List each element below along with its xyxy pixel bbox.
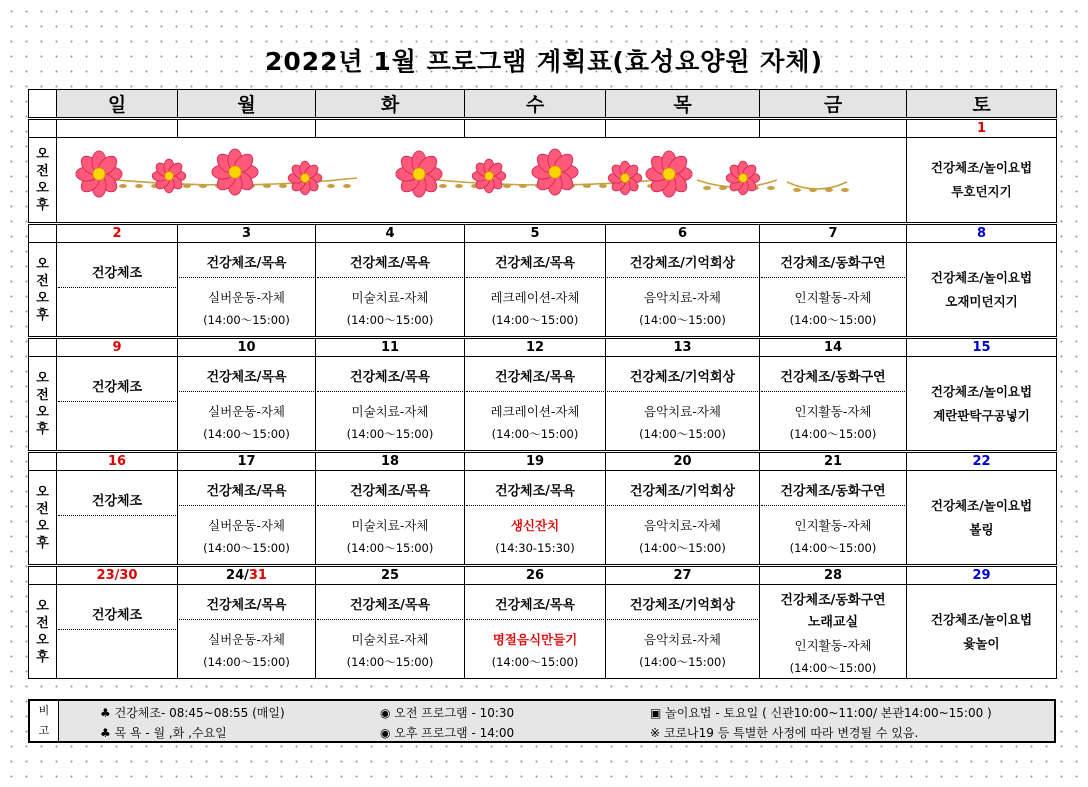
am-program	[57, 602, 177, 629]
spacer	[178, 392, 315, 400]
sat-program: 건강체조/놀이요법	[930, 611, 1033, 627]
note-pm-program: ◉ 오후 프로그램 - 14:00	[380, 726, 515, 740]
pm-program-text: 음악치료-자체	[644, 517, 721, 533]
pm-program	[606, 400, 759, 444]
sat-cell	[907, 357, 1057, 452]
date-fri: 14	[760, 338, 907, 357]
am-program	[760, 250, 906, 277]
sat-cell-week1	[907, 138, 1057, 224]
pm-time: (14:30-15:30)	[495, 540, 575, 555]
date-sun: 9	[57, 338, 178, 357]
corner-cell	[29, 90, 57, 119]
date-fri: 7	[760, 224, 907, 243]
am-program-text: 건강체조/동화구연	[780, 483, 886, 499]
pm-program-text: 실버운동-자체	[208, 403, 285, 419]
pm-program	[606, 628, 759, 672]
note-play-therapy: ▣ 놀이요법 - 토요일 ( 신관10:00~11:00/ 본관14:00~15:00 )	[650, 706, 992, 720]
day-cell-tue	[316, 243, 465, 338]
spacer	[465, 278, 605, 286]
date-mon: 17	[178, 452, 316, 471]
side-label-char: 오	[36, 632, 49, 648]
am-program	[606, 250, 759, 277]
am-program-text: 건강체조/목욕	[206, 369, 287, 385]
week1-row	[29, 138, 1057, 224]
date-corner	[29, 566, 57, 585]
pm-time: (14:00～15:00)	[789, 426, 877, 441]
note-covid: ※ 코로나19 등 특별한 사정에 따라 변경될 수 있음.	[650, 726, 919, 740]
am-program-text: 건강체조/목욕	[206, 483, 287, 499]
date-mon	[178, 566, 316, 585]
pm-program-text	[57, 524, 177, 548]
day-cell-wed	[465, 585, 606, 679]
pm-program	[316, 400, 464, 444]
pm-program-text: 실버운동-자체	[208, 289, 285, 305]
date-sun: 16	[57, 452, 178, 471]
am-program-text: 건강체조/기억회상	[629, 369, 736, 385]
header-fri: 금	[760, 90, 907, 119]
day-cell-mon	[178, 243, 316, 338]
pm-program	[316, 286, 464, 330]
date-mon: 10	[178, 338, 316, 357]
day-cell-wed	[465, 471, 606, 566]
day-cell-fri	[760, 585, 907, 679]
date-row-week1	[29, 119, 1057, 138]
am-program-text: 건강체조/목욕	[349, 597, 431, 613]
date-tue: 4	[316, 224, 465, 243]
am-program-text: 건강체조/동화구연	[780, 592, 886, 608]
side-label-char: 오	[36, 290, 49, 306]
am-program	[57, 374, 177, 401]
week-row	[29, 357, 1057, 452]
spacer	[57, 288, 177, 296]
pm-program	[465, 286, 605, 330]
day-cell-thu	[606, 243, 760, 338]
spacer	[606, 392, 759, 400]
am-program-text: 건강체조/목욕	[349, 369, 431, 385]
week-row	[29, 471, 1057, 566]
am-program-text: 건강체조	[91, 265, 143, 281]
notes-box	[28, 699, 1056, 743]
pm-time: (14:00～15:00)	[346, 654, 434, 669]
am-program	[316, 592, 464, 619]
pm-program	[760, 514, 906, 558]
side-label-char: 전	[36, 501, 49, 517]
header-tue: 화	[316, 90, 465, 119]
header-mon: 월	[178, 90, 316, 119]
sat-activity: 계란판탁구공넣기	[933, 407, 1030, 423]
side-label-char: 후	[36, 535, 49, 551]
pm-program	[760, 286, 906, 330]
side-label-char: 오	[36, 518, 49, 534]
spacer	[760, 278, 906, 286]
flower-decoration	[57, 138, 907, 224]
spacer	[465, 506, 605, 514]
side-label-char: 오	[36, 181, 49, 196]
sat-activity: 오재미던지기	[945, 293, 1018, 309]
date-wed: 19	[465, 452, 606, 471]
day-cell-fri	[760, 471, 907, 566]
am-program	[316, 250, 464, 277]
day-cell-thu	[606, 471, 760, 566]
date-fri: 28	[760, 566, 907, 585]
am-program	[465, 592, 605, 619]
am-program-text: 건강체조/목욕	[349, 255, 431, 271]
header-wed: 수	[465, 90, 606, 119]
pm-program-text: 미술치료-자체	[351, 631, 429, 647]
date-sat: 8	[907, 224, 1057, 243]
date-sat: 29	[907, 566, 1057, 585]
date-row	[29, 452, 1057, 471]
note-am-program: ◉ 오전 프로그램 - 10:30	[380, 706, 515, 720]
am-program	[57, 488, 177, 515]
am-program	[178, 364, 315, 391]
date-tue: 25	[316, 566, 465, 585]
day-cell-sun	[57, 471, 178, 566]
day-cell-mon	[178, 585, 316, 679]
side-label	[29, 243, 57, 338]
am-program	[465, 364, 605, 391]
date-1: 1	[907, 119, 1057, 138]
side-label-char: 오	[36, 598, 49, 614]
side-label	[29, 138, 57, 224]
date-thu: 27	[606, 566, 760, 585]
pm-time: (14:00～15:00)	[639, 312, 726, 327]
pm-program-text: 인지활동-자체	[794, 289, 872, 305]
spacer	[316, 278, 464, 286]
am-program	[57, 260, 177, 287]
day-cell-tue	[316, 357, 465, 452]
spacer	[760, 392, 906, 400]
pm-time: (14:00～15:00)	[491, 426, 579, 441]
flower-garland-icon	[57, 138, 907, 222]
sat-program: 건강체조/놀이요법	[930, 269, 1033, 285]
pm-program	[178, 514, 315, 558]
spacer	[57, 516, 177, 524]
pm-program	[760, 400, 906, 444]
date-thu: 20	[606, 452, 760, 471]
header-sun: 일	[57, 90, 178, 119]
am-program	[316, 364, 464, 391]
pm-program	[316, 514, 464, 558]
am-program	[760, 364, 906, 391]
am-program	[465, 250, 605, 277]
date-thu: 13	[606, 338, 760, 357]
am-program-text: 건강체조/목욕	[206, 597, 287, 613]
pm-program-text: 레크레이션-자체	[490, 289, 580, 305]
pm-program	[57, 296, 177, 320]
date-sat: 15	[907, 338, 1057, 357]
pm-program	[606, 514, 759, 558]
pm-program-text	[57, 410, 177, 434]
side-label-char: 전	[36, 615, 49, 631]
note-exercise: ♣ 건강체조- 08:45~08:55 (매일)	[100, 706, 285, 720]
pm-program	[57, 524, 177, 548]
pm-program-text: 미술치료-자체	[351, 517, 429, 533]
note-bath: ♣ 목 욕 - 월 ,화 ,수요일	[100, 726, 227, 740]
day-cell-wed	[465, 357, 606, 452]
pm-program-text: 생신잔치	[510, 517, 560, 533]
spacer	[760, 506, 906, 514]
notes-label-char: 비	[38, 704, 50, 717]
day-cell-tue	[316, 471, 465, 566]
spacer	[606, 506, 759, 514]
side-label	[29, 585, 57, 679]
am-program	[606, 478, 759, 505]
spacer	[57, 630, 177, 638]
am-program-text: 건강체조	[91, 607, 143, 623]
sat-cell	[907, 471, 1057, 566]
pm-time: (14:00～15:00)	[789, 312, 877, 327]
am-program-text: 건강체조/목욕	[494, 483, 576, 499]
pm-time: (14:00～15:00)	[789, 660, 877, 675]
day-cell-tue	[316, 585, 465, 679]
day-cell-mon	[178, 471, 316, 566]
spacer	[606, 278, 759, 286]
spacer	[465, 620, 605, 628]
am-program	[606, 592, 759, 619]
pm-program-text: 음악치료-자체	[644, 289, 721, 305]
day-cell-wed	[465, 243, 606, 338]
pm-time: (14:00～15:00)	[346, 426, 434, 441]
day-cell-fri	[760, 357, 907, 452]
spacer	[606, 620, 759, 628]
pm-program-text: 미술치료-자체	[351, 289, 429, 305]
week-row	[29, 243, 1057, 338]
pm-program-text: 음악치료-자체	[644, 403, 721, 419]
date-row	[29, 338, 1057, 357]
side-label-char: 후	[36, 198, 49, 213]
spacer	[178, 620, 315, 628]
spacer	[465, 392, 605, 400]
am-program-text: 건강체조/목욕	[494, 597, 576, 613]
am-program-text: 건강체조/기억회상	[629, 483, 736, 499]
am-program-text: 건강체조/동화구연	[780, 369, 886, 385]
spacer	[316, 506, 464, 514]
calendar-table	[28, 89, 1057, 679]
spacer	[178, 506, 315, 514]
am-program	[465, 478, 605, 505]
am-program-text: 건강체조/목욕	[206, 255, 287, 271]
am-program	[606, 364, 759, 391]
notes-label-char: 고	[38, 724, 50, 737]
pm-program	[57, 410, 177, 434]
pm-time: (14:00～15:00)	[639, 540, 726, 555]
pm-program	[316, 628, 464, 672]
pm-program-text: 실버운동-자체	[208, 517, 285, 533]
side-label-char: 오	[36, 370, 49, 386]
date-wed: 26	[465, 566, 606, 585]
pm-program-text: 인지활동-자체	[794, 403, 872, 419]
notes-label	[30, 701, 59, 741]
pm-time: (14:00～15:00)	[789, 540, 877, 555]
sat-program: 건강체조/놀이요법	[930, 383, 1033, 399]
am-program-text: 건강체조/목욕	[494, 255, 576, 271]
am-program	[178, 478, 315, 505]
side-label	[29, 357, 57, 452]
pm-time: (14:00～15:00)	[491, 654, 579, 669]
spacer	[178, 278, 315, 286]
week-row	[29, 585, 1057, 679]
date-tue: 18	[316, 452, 465, 471]
am-program	[760, 478, 906, 505]
am-program-extra: 노래교실	[807, 614, 859, 630]
date-sun: 2	[57, 224, 178, 243]
day-cell-thu	[606, 357, 760, 452]
date-part-red: 31	[248, 568, 267, 583]
sat-activity: 투호던지기	[951, 184, 1012, 199]
date-tue: 11	[316, 338, 465, 357]
pm-time: (14:00～15:00)	[639, 426, 726, 441]
date-corner	[29, 338, 57, 357]
side-label-char: 오	[36, 484, 49, 500]
date-thu: 6	[606, 224, 760, 243]
date-corner	[29, 452, 57, 471]
date-sun: 23/30	[57, 566, 178, 585]
date-row	[29, 566, 1057, 585]
side-label	[29, 471, 57, 566]
date-corner	[29, 224, 57, 243]
date-wed: 12	[465, 338, 606, 357]
page-title: 2022년 1월 프로그램 계획표(효성요양원 자체)	[264, 47, 824, 76]
pm-program-text: 인지활동-자체	[794, 517, 872, 533]
pm-program-text	[57, 296, 177, 320]
header-thu: 목	[606, 90, 760, 119]
pm-program-text: 음악치료-자체	[644, 631, 721, 647]
pm-time: (14:00～15:00)	[491, 312, 579, 327]
am-program-text: 건강체조/기억회상	[629, 597, 736, 613]
pm-program	[465, 628, 605, 672]
pm-program-text: 미술치료-자체	[351, 403, 429, 419]
date-part: 24/	[226, 568, 249, 583]
pm-program	[178, 628, 315, 672]
am-program-text: 건강체조/목욕	[494, 369, 576, 385]
spacer	[316, 392, 464, 400]
am-program	[316, 478, 464, 505]
weekday-header-row	[29, 90, 1057, 119]
am-program-text: 건강체조/기억회상	[629, 255, 736, 271]
pm-time: (14:00～15:00)	[203, 312, 290, 327]
sat-activity: 볼링	[969, 521, 994, 537]
day-cell-sun	[57, 243, 178, 338]
pm-program	[760, 634, 906, 678]
spacer	[57, 402, 177, 410]
side-label-char: 오	[36, 256, 49, 272]
am-program-text: 건강체조/목욕	[349, 483, 431, 499]
pm-program-text: 레크레이션-자체	[490, 403, 580, 419]
pm-time: (14:00～15:00)	[203, 654, 290, 669]
pm-time: (14:00～15:00)	[346, 312, 434, 327]
am-program	[178, 592, 315, 619]
am-program-text: 건강체조/동화구연	[780, 255, 886, 271]
day-cell-mon	[178, 357, 316, 452]
sat-activity: 윷놀이	[963, 635, 1000, 651]
side-label-char: 후	[36, 649, 49, 665]
pm-program	[465, 514, 605, 558]
am-program-text: 건강체조	[91, 379, 143, 395]
pm-program-text: 명절음식만들기	[492, 631, 578, 647]
date-mon: 3	[178, 224, 316, 243]
am-program	[178, 250, 315, 277]
pm-program-text: 실버운동-자체	[208, 631, 285, 647]
side-label-char: 오	[36, 404, 49, 420]
am-program-text: 건강체조	[91, 493, 143, 509]
day-cell-fri	[760, 243, 907, 338]
date-sat: 22	[907, 452, 1057, 471]
sat-cell	[907, 585, 1057, 679]
spacer	[316, 620, 464, 628]
pm-program	[178, 286, 315, 330]
side-label-char: 후	[36, 307, 49, 323]
header-sat: 토	[907, 90, 1057, 119]
pm-program-text	[57, 638, 177, 662]
side-label-char: 오	[36, 147, 49, 162]
date-fri: 21	[760, 452, 907, 471]
date-row	[29, 224, 1057, 243]
pm-time: (14:00～15:00)	[639, 654, 726, 669]
day-cell-sun	[57, 585, 178, 679]
pm-time: (14:00～15:00)	[203, 540, 290, 555]
side-label-char: 전	[36, 273, 49, 289]
pm-program	[178, 400, 315, 444]
day-cell-sun	[57, 357, 178, 452]
pm-program	[57, 638, 177, 662]
sat-program: 건강체조/놀이요법	[930, 497, 1033, 513]
pm-time: (14:00～15:00)	[346, 540, 434, 555]
side-label-char: 후	[36, 421, 49, 437]
pm-program	[606, 286, 759, 330]
day-cell-thu	[606, 585, 760, 679]
pm-program-text: 인지활동-자체	[794, 637, 872, 653]
side-label-char: 전	[36, 164, 49, 179]
side-label-char: 전	[36, 387, 49, 403]
date-wed: 5	[465, 224, 606, 243]
pm-program	[465, 400, 605, 444]
sat-cell	[907, 243, 1057, 338]
am-program	[760, 586, 906, 634]
sat-program: 건강체조/놀이요법	[930, 160, 1033, 175]
pm-time: (14:00～15:00)	[203, 426, 290, 441]
